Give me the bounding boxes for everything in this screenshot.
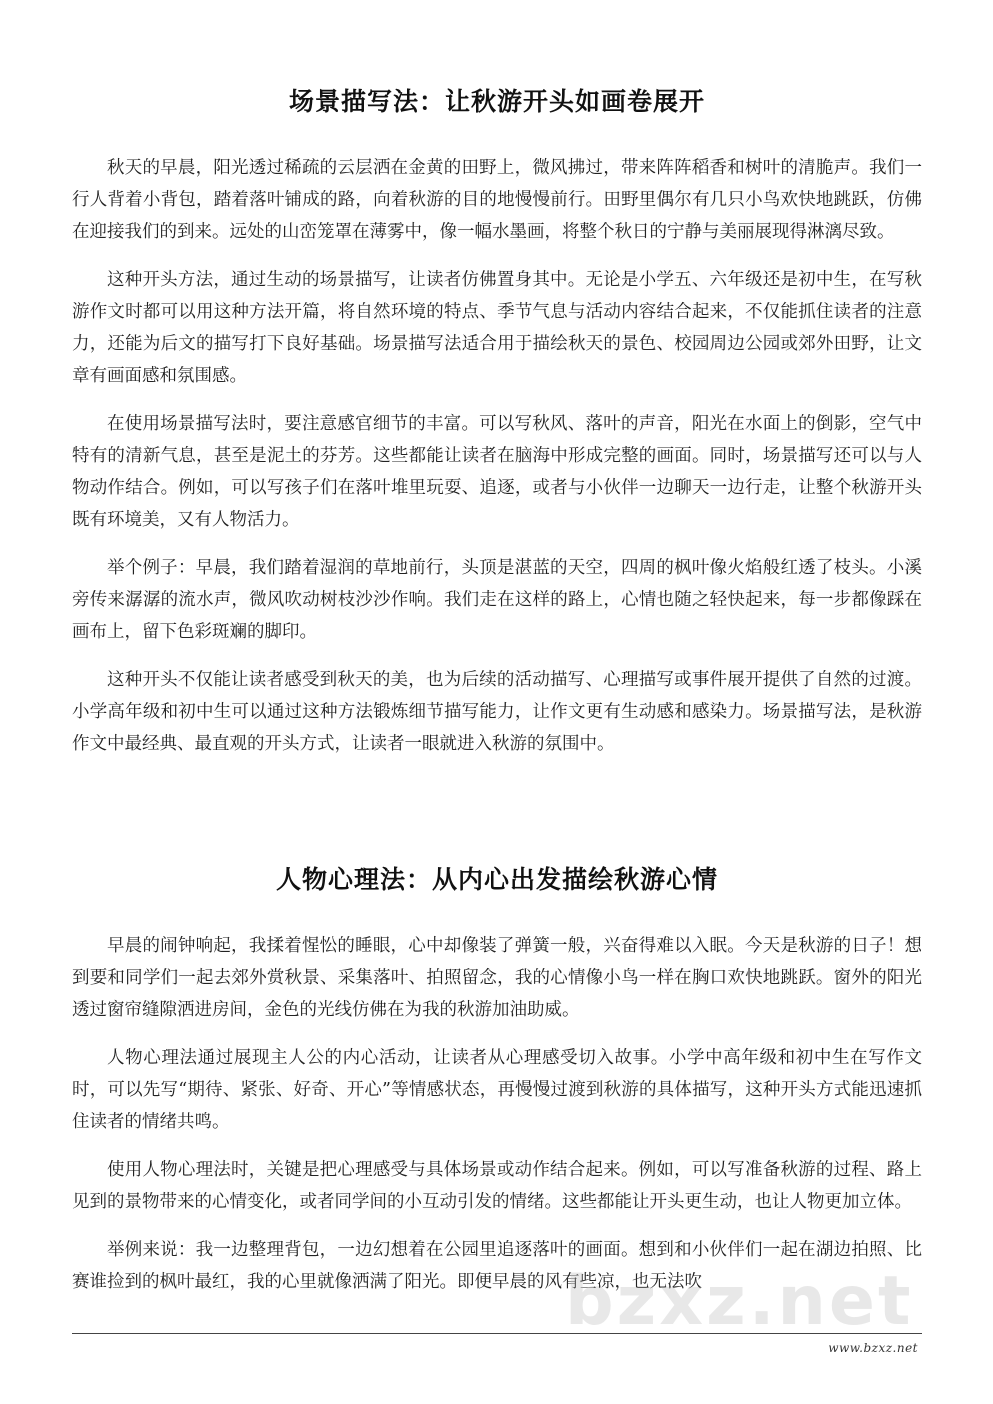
watermark: bzxz.net [565, 1262, 914, 1341]
paragraph: 人物心理法通过展现主人公的内心活动，让读者从心理感受切入故事。小学中高年级和初中生在写作文时，可以先写“期待、紧张、好奇、开心”等情感状态，再慢慢过渡到秋游的具体描写，这种开头方式能迅速抓住读者的情绪共鸣。 [72, 1048, 922, 1132]
paragraph: 这种开头方法，通过生动的场景描写，让读者仿佛置身其中。无论是小学五、六年级还是初中生，在写秋游作文时都可以用这种方法开篇，将自然环境的特点、季节气息与活动内容结合起来，不仅能抓住读者的注意力，还能为后文的描写打下良好基础。场景描写法适合用于描绘秋天的景色、校园周边公园或郊外田野，让文章有画面感和氛围感。 [72, 270, 922, 386]
paragraph: 举例来说：我一边整理背包，一边幻想着在公园里追逐落叶的画面。想到和小伙伴们一起在湖边拍照、比赛谁捡到的枫叶最红，我的心里就像洒满了阳光。即便早晨的风有些凉，也无法吹 [72, 1240, 922, 1292]
paragraph: 早晨的闹钟响起，我揉着惺忪的睡眼，心中却像装了弹簧一般，兴奋得难以入眠。今天是秋游的日子！想到要和同学们一起去郊外赏秋景、采集落叶、拍照留念，我的心情像小鸟一样在胸口欢快地跳跃。窗外的阳光透过窗帘缝隙洒进房间，金色的光线仿佛在为我的秋游加油助威。 [72, 936, 922, 1020]
section-title: 场景描写法：让秋游开头如画卷展开 [288, 87, 705, 116]
paragraph: 这种开头不仅能让读者感受到秋天的美，也为后续的活动描写、心理描写或事件展开提供了自然的过渡。小学高年级和初中生可以通过这种方法锻炼细节描写能力，让作文更有生动感和感染力。场景描写法，是秋游作文中最经典、最直观的开头方式，让读者一眼就进入秋游的氛围中。 [72, 670, 922, 754]
footer-divider [72, 1333, 922, 1334]
section-scene-description [72, 82, 922, 776]
paragraph: 举个例子：早晨，我们踏着湿润的草地前行，头顶是湛蓝的天空，四周的枫叶像火焰般红透了枝头。小溪旁传来潺潺的流水声，微风吹动树枝沙沙作响。我们走在这样的路上，心情也随之轻快起来，每一步都像踩在画布上，留下色彩斑斓的脚印。 [72, 558, 922, 642]
section-title: 人物心理法：从内心出发描绘秋游心情 [275, 865, 718, 894]
footer-url: www.bzxz.net [828, 1341, 918, 1355]
paragraph: 使用人物心理法时，关键是把心理感受与具体场景或动作结合起来。例如，可以写准备秋游的过程、路上见到的景物带来的心情变化，或者同学间的小互动引发的情绪。这些都能让开头更生动，也让人物更加立体。 [72, 1160, 922, 1212]
paragraph: 秋天的早晨，阳光透过稀疏的云层洒在金黄的田野上，微风拂过，带来阵阵稻香和树叶的清脆声。我们一行人背着小背包，踏着落叶铺成的路，向着秋游的目的地慢慢前行。田野里偶尔有几只小鸟欢快地跳跃，仿佛在迎接我们的到来。远处的山峦笼罩在薄雾中，像一幅水墨画，将整个秋日的宁静与美丽展现得淋漓尽致。 [72, 158, 922, 242]
paragraph: 在使用场景描写法时，要注意感官细节的丰富。可以写秋风、落叶的声音，阳光在水面上的倒影，空气中特有的清新气息，甚至是泥土的芬芳。这些都能让读者在脑海中形成完整的画面。同时，场景描写还可以与人物动作结合。例如，可以写孩子们在落叶堆里玩耍、追逐，或者与小伙伴一边聊天一边行走，让整个秋游开头既有环境美，又有人物活力。 [72, 414, 922, 530]
section-character-psychology [72, 860, 922, 1314]
